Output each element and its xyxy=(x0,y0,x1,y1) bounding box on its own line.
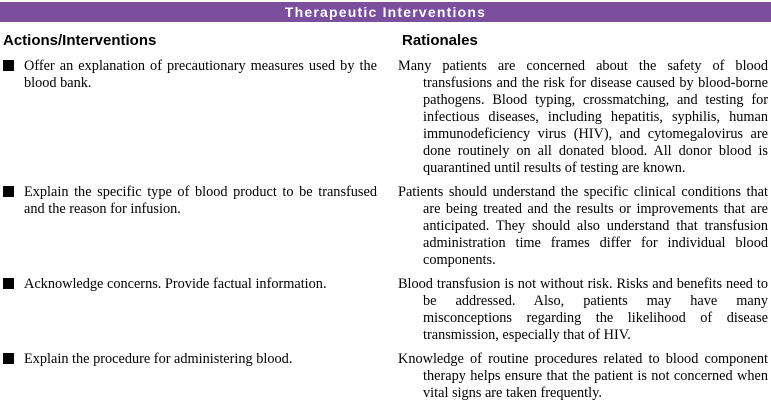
action-text: Explain the procedure for administering blood. xyxy=(24,351,293,367)
table-row xyxy=(0,351,771,402)
action-item xyxy=(3,351,377,402)
action-text: Explain the specific type of blood product to be transfused and the reason for infusion. xyxy=(24,184,377,217)
table-row xyxy=(0,58,771,177)
table-title-bar xyxy=(0,2,771,22)
column-headers-row xyxy=(0,33,771,49)
bullet-square-icon xyxy=(3,186,14,197)
bullet-square-icon xyxy=(3,278,14,289)
column-header-rationales: Rationales xyxy=(402,32,478,49)
action-text: Acknowledge concerns. Provide factual information. xyxy=(24,276,327,292)
action-item xyxy=(3,58,377,177)
bullet-square-icon xyxy=(3,60,14,71)
action-item xyxy=(3,276,377,344)
action-item xyxy=(3,184,377,269)
table-row xyxy=(0,184,771,269)
column-header-actions: Actions/Interventions xyxy=(3,32,157,49)
rationale-text: Patients should understand the specific clinical conditions that are being treated and the results or improvements that are anticipated. They should also understand that transfusion administration time frames differ for individual blood components. xyxy=(398,184,768,268)
action-text: Offer an explanation of precautionary measures used by the blood bank. xyxy=(24,58,377,91)
table-row xyxy=(0,276,771,344)
rationale-text: Many patients are concerned about the safety of blood transfusions and the risk for disease caused by blood-borne pathogens. Blood typing, crossmatching, and testing for infectious diseases, including hepatitis, syphilis, human immunodeficiency virus (HIV), and cytomegalovirus are done routinely on all donated blood. All donor blood is quarantined until results of testing are known. xyxy=(398,58,768,176)
table-title: Therapeutic Interventions xyxy=(284,4,487,20)
bullet-square-icon xyxy=(3,353,14,364)
rationale-text: Blood transfusion is not without risk. Risks and benefits need to be addressed. Also, patients may have many misconceptions regarding the likelihood of disease transmission, especially that of HIV. xyxy=(398,276,768,343)
table-body xyxy=(0,58,771,402)
rationale-text: Knowledge of routine procedures related to blood component therapy helps ensure that the patient is not concerned when vital signs are taken frequently. xyxy=(398,351,768,401)
